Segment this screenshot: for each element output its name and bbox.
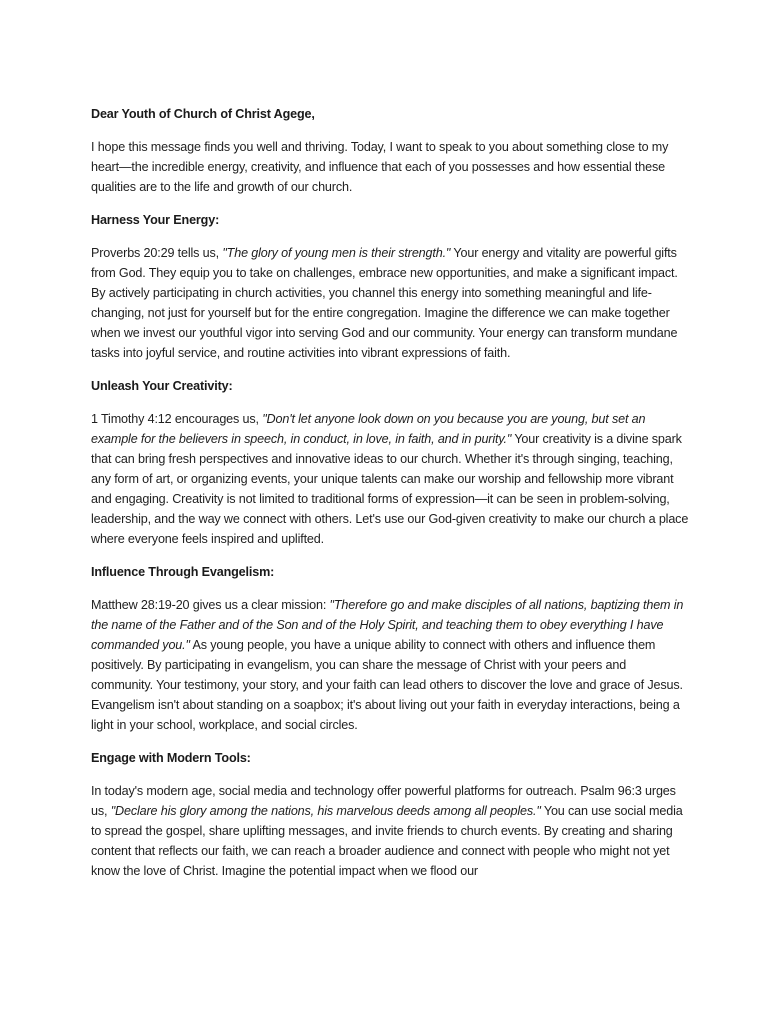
paragraph-text: Proverbs 20:29 tells us,	[91, 246, 223, 260]
scripture-quote: "Therefore go and make disciples of all nations, baptizing them in the name of the Father and of the Son and of the Holy Spirit, and teaching them to obey everything I have commanded you."	[91, 598, 684, 652]
paragraph-text: In today's modern age, social media and technology offer powerful platforms for outreach. Psalm 96:3 urges us,	[91, 784, 676, 818]
paragraph-text: Your energy and vitality are powerful gifts from God. They equip you to take on challenges, embrace new opportunities, and make a significant impact. By actively participating in church activities, you channel this energy into something meaningful and life-changing, not just for yourself but for the entire congregation. Imagine the difference we can make together when we invest our youthful vigor into serving God and our community. Your energy can transform mundane tasks into joyful service, and routine activities into vibrant expressions of faith.	[91, 246, 678, 360]
section-paragraph-creativity	[91, 409, 691, 549]
section-heading-modern-tools: Engage with Modern Tools:	[91, 751, 251, 765]
section-paragraph-evangelism	[91, 595, 691, 735]
section-heading-evangelism: Influence Through Evangelism:	[91, 565, 275, 579]
paragraph-text: As young people, you have a unique ability to connect with others and influence them positively. By participating in evangelism, you can share the message of Christ with your peers and community. Your testimony, your story, and your faith can lead others to discover the love and grace of Jesus. Evangelism isn't about standing on a soapbox; it's about living out your faith in everyday interactions, being a light in your school, workplace, and social circles.	[91, 638, 683, 732]
paragraph-text: You can use social media to spread the gospel, share uplifting messages, and invite friends to church events. By creating and sharing content that reflects our faith, we can reach a broader audience and connect with people who might not yet know the love of Christ. Imagine the potential impact when we flood our	[91, 804, 683, 878]
intro-paragraph: I hope this message finds you well and thriving. Today, I want to speak to you about something close to my heart—the incredible energy, creativity, and influence that each of you possesses and how essential these qualities are to the life and growth of our church.	[91, 140, 669, 194]
section-paragraph-energy	[91, 243, 691, 363]
section-heading-creativity: Unleash Your Creativity:	[91, 379, 233, 393]
scripture-quote: "The glory of young men is their strength."	[222, 246, 451, 260]
paragraph-text: Matthew 28:19-20 gives us a clear mission:	[91, 598, 330, 612]
salutation: Dear Youth of Church of Christ Agege,	[91, 107, 315, 121]
paragraph-text: 1 Timothy 4:12 encourages us,	[91, 412, 263, 426]
scripture-quote: "Don't let anyone look down on you because you are young, but set an example for the believers in speech, in conduct, in love, in faith, and in purity."	[91, 412, 646, 446]
section-heading-energy: Harness Your Energy:	[91, 213, 220, 227]
scripture-quote: "Declare his glory among the nations, his marvelous deeds among all peoples."	[110, 804, 541, 818]
paragraph-text: Your creativity is a divine spark that can bring fresh perspectives and innovative ideas to our church. Whether it's through singing, teaching, any form of art, or organizing events, your unique talents can make our worship and fellowship more vibrant and engaging. Creativity is not limited to traditional forms of expression—it can be seen in problem-solving, leadership, and the way we connect with others. Let's use our God-given creativity to make our church a place where everyone feels inspired and uplifted.	[91, 432, 689, 546]
section-paragraph-modern-tools	[91, 781, 691, 881]
letter-body	[91, 104, 691, 894]
